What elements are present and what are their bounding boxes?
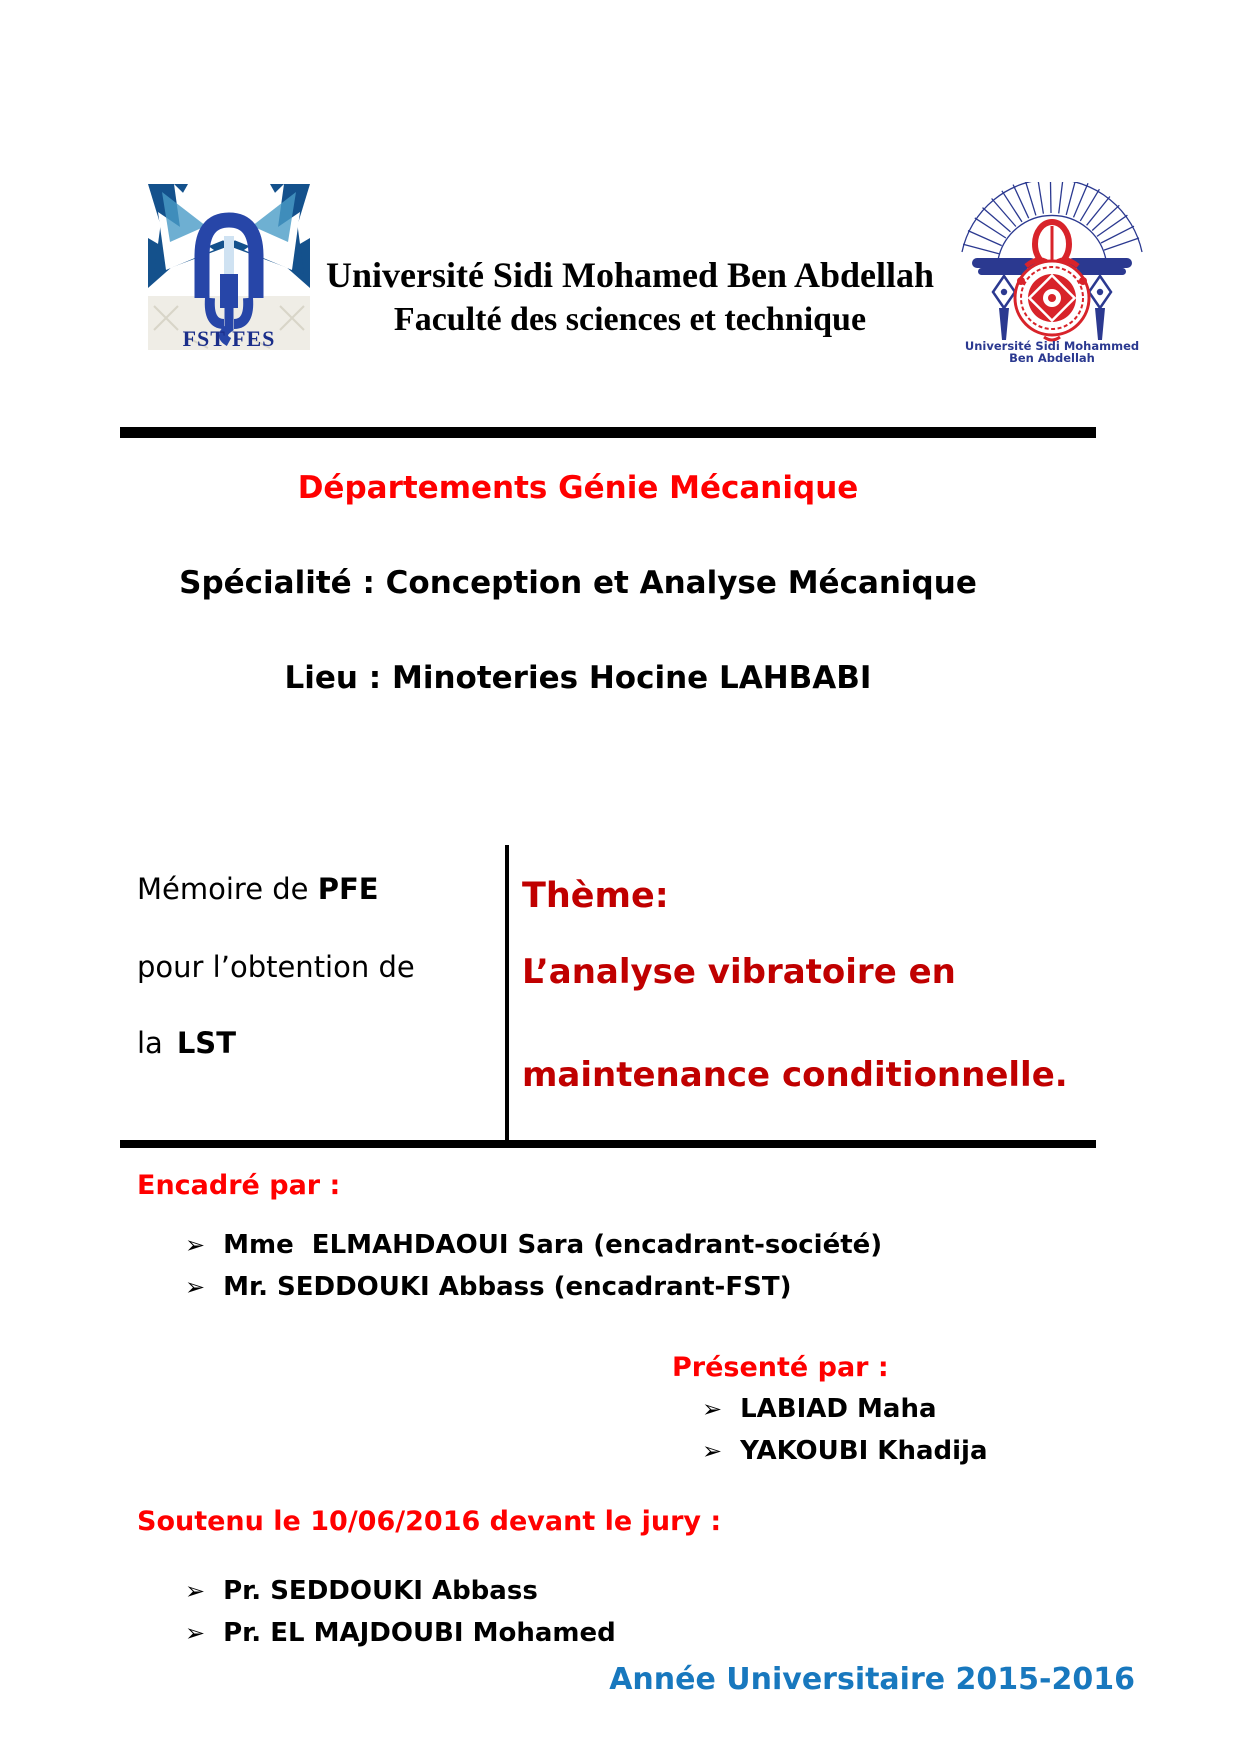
theme-line-2: maintenance conditionnelle. xyxy=(522,1055,1068,1095)
supervisor-item xyxy=(185,1272,791,1302)
theme-label: Thème: xyxy=(522,876,669,916)
arrow-bullet-icon: ➢ xyxy=(185,1273,206,1301)
arrow-bullet-icon: ➢ xyxy=(185,1577,206,1605)
jury-heading: Soutenu le 10/06/2016 devant le jury : xyxy=(137,1506,722,1537)
specialty-title: Spécialité : Conception et Analyse Mécanique xyxy=(179,565,977,601)
location-title: Lieu : Minoteries Hocine LAHBABI xyxy=(284,660,872,696)
presenters-heading: Présenté par : xyxy=(672,1352,889,1383)
seal-caption-line2: Ben Abdellah xyxy=(1009,351,1095,365)
memoir-line1-normal: Mémoire de xyxy=(137,872,318,906)
supervisor-name: Mr. SEDDOUKI Abbass (encadrant-FST) xyxy=(223,1272,792,1302)
department-title: Départements Génie Mécanique xyxy=(297,470,859,506)
fst-fes-logo-text: FST FES xyxy=(182,326,276,351)
jury-member-name: Pr. EL MAJDOUBI Mohamed xyxy=(223,1618,616,1648)
arrow-bullet-icon: ➢ xyxy=(702,1395,723,1423)
jury-member-name: Pr. SEDDOUKI Abbass xyxy=(223,1576,538,1606)
jury-item xyxy=(185,1576,538,1606)
arrow-bullet-icon: ➢ xyxy=(185,1619,206,1647)
arrow-bullet-icon: ➢ xyxy=(185,1231,206,1259)
usmba-seal-caption xyxy=(960,340,1144,364)
arrow-bullet-icon: ➢ xyxy=(702,1437,723,1465)
usmba-seal-logo xyxy=(960,182,1144,365)
jury-item xyxy=(185,1618,616,1648)
presenter-name: LABIAD Maha xyxy=(740,1394,937,1424)
supervisor-item xyxy=(185,1230,882,1260)
seal-caption-line1: Université Sidi Mohammed xyxy=(964,339,1140,353)
theme-line-1: L’analyse vibratoire en xyxy=(522,952,956,992)
usmba-seal-icon xyxy=(960,182,1144,342)
memoir-line3-bold: LST xyxy=(176,1026,236,1060)
theme-vertical-divider xyxy=(505,845,509,1140)
presenter-item xyxy=(702,1394,937,1424)
university-title-block xyxy=(300,252,960,342)
memoir-line3-normal: la xyxy=(137,1026,163,1060)
header-divider xyxy=(120,427,1096,438)
presenter-name: YAKOUBI Khadija xyxy=(740,1436,988,1466)
supervisor-name: Mme ELMAHDAOUI Sara (encadrant-société) xyxy=(223,1230,883,1260)
faculty-name: Faculté des sciences et technique xyxy=(393,301,867,338)
university-name: Université Sidi Mohamed Ben Abdellah xyxy=(325,255,935,295)
theme-bottom-divider xyxy=(120,1140,1096,1148)
memoir-line1-bold: PFE xyxy=(317,872,379,906)
memoir-line-2: pour l’obtention de xyxy=(137,950,415,984)
presenter-item xyxy=(702,1436,988,1466)
memoir-line-1 xyxy=(137,872,379,906)
supervisors-heading: Encadré par : xyxy=(137,1170,341,1201)
fst-fes-logo xyxy=(148,178,310,350)
memoir-line-3 xyxy=(137,1026,236,1060)
fst-fes-logo-icon xyxy=(148,178,310,350)
academic-year: Année Universitaire 2015-2016 xyxy=(609,1662,1135,1697)
